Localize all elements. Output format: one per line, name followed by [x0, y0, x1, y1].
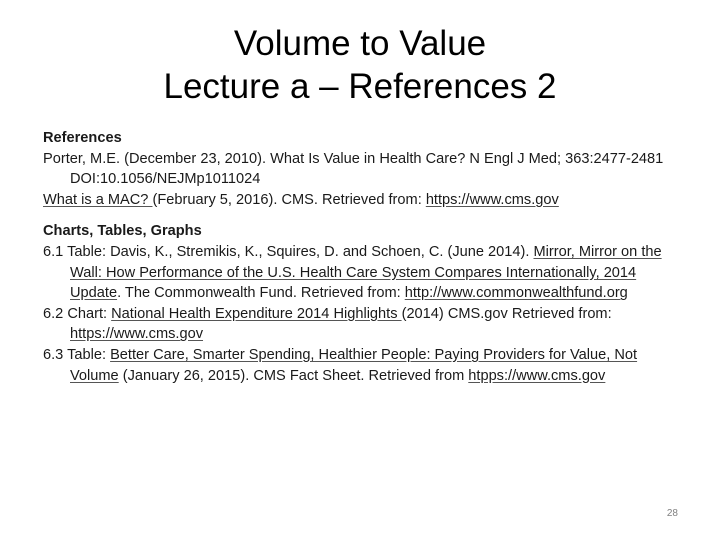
- slide-body: [43, 128, 683, 386]
- reference-mac-url[interactable]: https://www.cms.gov: [425, 191, 559, 208]
- slide-title-line-2: Lecture a – References 2: [163, 67, 557, 106]
- chart-reference-6-2: [43, 304, 683, 345]
- chart-reference-6-1-prefix: 6.1 Table: Davis, K., Stremikis, K., Squires, D. and Schoen, C. (June 2014).: [43, 243, 534, 260]
- reference-porter: [43, 149, 683, 190]
- charts-heading: Charts, Tables, Graphs: [43, 223, 202, 240]
- reference-mac-link[interactable]: What is a MAC?: [43, 191, 153, 208]
- chart-reference-6-3: [43, 345, 683, 386]
- chart-reference-6-3-text: (January 26, 2015). CMS Fact Sheet. Retrieved from: [118, 367, 469, 384]
- chart-reference-6-1: [43, 242, 683, 304]
- reference-porter-text: Porter, M.E. (December 23, 2010). What Is Value in Health Care? N Engl J Med; 363:2477-2481 DOI:10.1056/NEJMp1011024: [43, 150, 664, 188]
- chart-reference-6-3-link[interactable]: Better Care, Smarter Spending, Healthier People: Paying Providers for Value, Not Volume: [70, 346, 638, 384]
- chart-reference-6-3-url[interactable]: htpps://www.cms.gov: [468, 367, 606, 384]
- slide-title-line-1: Volume to Value: [233, 24, 487, 63]
- chart-reference-6-2-link[interactable]: National Health Expenditure 2014 Highlights: [111, 305, 402, 322]
- chart-reference-6-1-url[interactable]: http://www.commonwealthfund.org: [404, 285, 628, 302]
- chart-reference-6-1-text: . The Commonwealth Fund. Retrieved from:: [117, 285, 405, 302]
- references-heading: References: [43, 130, 122, 146]
- chart-reference-6-3-prefix: 6.3 Table:: [43, 346, 111, 363]
- chart-reference-6-2-text: (2014) CMS.gov Retrieved from:: [401, 305, 612, 322]
- page-number: 28: [666, 508, 678, 519]
- chart-reference-6-2-url[interactable]: https://www.cms.gov: [70, 326, 204, 343]
- chart-reference-6-2-prefix: 6.2 Chart:: [43, 305, 112, 322]
- reference-mac-text: (February 5, 2016). CMS. Retrieved from:: [152, 191, 426, 208]
- reference-mac: [43, 190, 683, 211]
- slide-title: [0, 22, 720, 108]
- chart-reference-6-1-link[interactable]: Mirror, Mirror on the Wall: How Performance of the U.S. Health Care System Compares Internationally, 2014 Update: [70, 243, 662, 302]
- section-gap: [43, 210, 683, 221]
